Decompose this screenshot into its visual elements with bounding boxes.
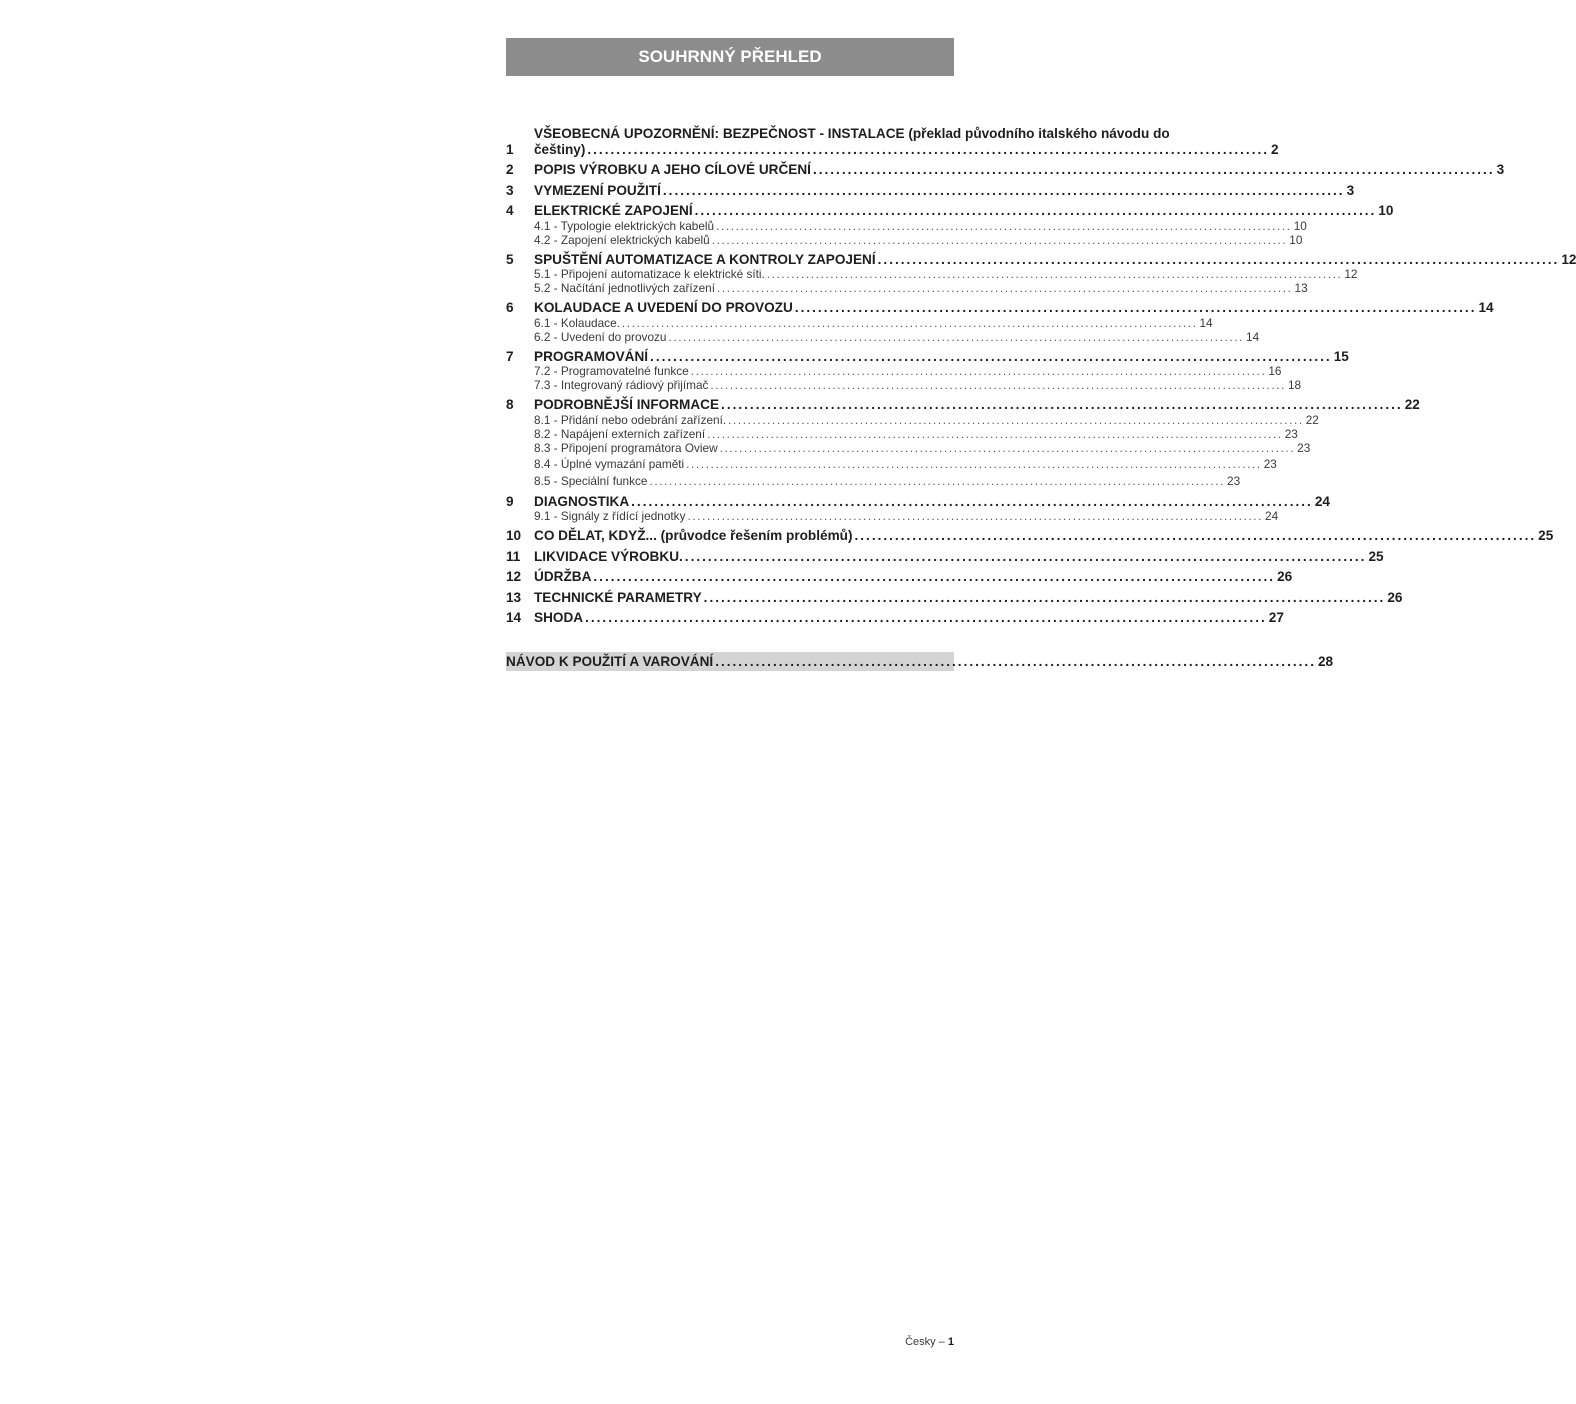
- chapter-page: 26: [1387, 589, 1403, 605]
- leader-dots: ......................................................................................................................: [593, 569, 1276, 584]
- chapter-title: ELEKTRICKÉ ZAPOJENÍ: [534, 203, 693, 218]
- toc-entry[interactable]: [506, 203, 1394, 219]
- toc-chapter: [506, 528, 1554, 544]
- toc-entry[interactable]: [506, 300, 1494, 316]
- chapter-page: 14: [1478, 300, 1494, 315]
- leader-dots: ......................................................................................................................: [662, 182, 1345, 198]
- toc-chapter: [506, 548, 1384, 565]
- leader-dots: ......................................................................................................................: [686, 456, 1262, 471]
- footer-language: Česky –: [905, 1336, 945, 1348]
- toc-chapter: [506, 348, 1349, 393]
- leader-dots: ......................................................................................................................: [716, 218, 1292, 233]
- chapter-page: 3: [1346, 182, 1355, 198]
- chapter-title: PROGRAMOVÁNÍ: [534, 348, 649, 364]
- toc-entry[interactable]: [506, 182, 1355, 199]
- subentry-title: 8.2 - Napájení externích zařízení: [534, 426, 706, 441]
- table-of-contents: [506, 126, 1576, 631]
- chapter-page: 2: [1271, 141, 1279, 157]
- toc-title: SOUHRNNÝ PŘEHLED: [638, 47, 822, 66]
- leader-dots: ......................................................................................................................: [711, 232, 1288, 247]
- toc-subentry[interactable]: [534, 364, 1282, 378]
- toc-subentry[interactable]: [534, 456, 1277, 472]
- leader-dots: ......................................................................................................................: [649, 473, 1226, 488]
- toc-subentry[interactable]: [534, 426, 1298, 441]
- subentry-page: 10: [1289, 232, 1303, 247]
- toc-subentry[interactable]: [534, 473, 1241, 489]
- toc-header: [506, 38, 954, 76]
- chapter-number: 14: [506, 610, 522, 625]
- toc-entry[interactable]: [506, 493, 1330, 510]
- toc-entry[interactable]: [506, 548, 1384, 565]
- subentry-page: 23: [1263, 456, 1277, 471]
- toc-entry[interactable]: [506, 528, 1554, 544]
- subentry-title: 8.3 - Připojení programátora Oview: [534, 440, 718, 455]
- toc-subentry[interactable]: [534, 315, 1213, 330]
- chapter-title: LIKVIDACE VÝROBKU.: [534, 548, 683, 564]
- subentry-page: 16: [1268, 364, 1282, 378]
- leader-dots: ......................................................................................................................: [694, 203, 1377, 218]
- chapter-title: PODROBNĚJŠÍ INFORMACE: [534, 397, 720, 412]
- chapter-page: 3: [1496, 162, 1505, 177]
- chapter-number: 7: [506, 348, 514, 364]
- chapter-page: 22: [1404, 397, 1420, 412]
- leader-dots: ......................................................................................................................: [728, 412, 1304, 427]
- subentry-page: 18: [1287, 378, 1302, 392]
- toc-subentry[interactable]: [534, 440, 1311, 455]
- chapter-page: 10: [1378, 203, 1394, 218]
- chapter-number: 3: [506, 182, 514, 198]
- chapter-title: SPUŠTĚNÍ AUTOMATIZACE A KONTROLY ZAPOJENÍ: [534, 251, 876, 267]
- chapter-page: 25: [1538, 528, 1554, 543]
- chapter-page: 12: [1561, 251, 1576, 267]
- leader-dots: ......................................................................................................................: [690, 364, 1267, 378]
- subentry-title: 8.1 - Přidání nebo odebrání zařízení.: [534, 412, 727, 427]
- toc-chapter: [506, 493, 1330, 524]
- leader-dots: ......................................................................................................................: [877, 251, 1560, 267]
- subentry-page: 13: [1294, 281, 1308, 295]
- chapter-page: 25: [1368, 548, 1384, 564]
- chapter-number: 10: [506, 528, 522, 543]
- chapter-title: VYMEZENÍ POUŽITÍ: [534, 182, 661, 198]
- chapter-number: 4: [506, 203, 514, 218]
- subentry-title: 8.4 - Úplné vymazání paměti: [534, 456, 685, 471]
- subentry-page: 23: [1297, 440, 1311, 455]
- subentry-title: 5.2 - Načítání jednotlivých zařízení: [534, 281, 715, 295]
- leader-dots: ......................................................................................................................: [703, 589, 1386, 605]
- toc-chapter: [506, 610, 1284, 626]
- subentry-title: 5.1 - Připojení automatizace k elektrické síti.: [534, 267, 765, 281]
- leader-dots: ......................................................................................................................: [794, 300, 1477, 315]
- leader-dots: ......................................................................................................................: [668, 329, 1245, 344]
- subentry-title: 7.3 - Integrovaný rádiový přijímač: [534, 378, 709, 392]
- chapter-title: ÚDRŽBA: [534, 569, 592, 584]
- chapter-title-part: VŠEOBECNÁ UPOZORNĚNÍ: BEZPEČNOST - INSTALACE (překlad původního italského návodu do: [534, 126, 1170, 141]
- toc-subentry[interactable]: [534, 378, 1302, 392]
- toc-chapter: [506, 203, 1394, 247]
- toc-chapter: [506, 126, 1279, 157]
- subentry-page: 14: [1246, 329, 1260, 344]
- chapter-number: 11: [506, 548, 521, 564]
- chapter-page: 15: [1333, 348, 1349, 364]
- subentry-title: 4.2 - Zapojení elektrických kabelů: [534, 232, 710, 247]
- subentry-page: 23: [1284, 426, 1298, 441]
- leader-dots: ......................................................................................................................: [621, 315, 1198, 330]
- chapter-number: 6: [506, 300, 514, 315]
- toc-subentry[interactable]: [534, 281, 1308, 295]
- subentry-title: 6.2 - Uvedení do provozu: [534, 329, 667, 344]
- toc-entry[interactable]: [506, 348, 1349, 365]
- chapter-title: češtiny): [534, 141, 586, 157]
- toc-chapter: [506, 589, 1403, 606]
- page-footer: [905, 1336, 954, 1348]
- final-entry-page: 28: [1317, 654, 1334, 669]
- toc-subentry[interactable]: [534, 267, 1358, 281]
- leader-dots: ......................................................................................................................: [631, 493, 1313, 509]
- leader-dots: ......................................................................................................................: [719, 440, 1296, 455]
- toc-subentry[interactable]: [534, 232, 1303, 247]
- chapter-number: 1: [506, 141, 514, 157]
- leader-dots: ......................................................................................................................: [721, 397, 1403, 412]
- subentry-page: 10: [1293, 218, 1307, 233]
- leader-dots: ......................................................................................................................: [812, 162, 1495, 177]
- subentry-page: 12: [1344, 267, 1358, 281]
- chapter-title: TECHNICKÉ PARAMETRY: [534, 589, 702, 605]
- toc-entry[interactable]: [506, 397, 1420, 413]
- chapter-title: SHODA: [534, 610, 584, 625]
- subentry-page: 22: [1305, 412, 1319, 427]
- footer-page-number: 1: [947, 1336, 954, 1348]
- subentry-title: 7.2 - Programovatelné funkce: [534, 364, 689, 378]
- leader-dots: ......................................................................................................................: [766, 267, 1343, 281]
- chapter-page: 24: [1314, 493, 1330, 509]
- leader-dots: ......................................................................................................................: [684, 548, 1367, 564]
- chapter-number: 9: [506, 493, 514, 509]
- toc-chapter: [506, 162, 1505, 178]
- chapter-number: 2: [506, 162, 514, 177]
- toc-subentry[interactable]: [534, 218, 1307, 233]
- toc-subentry[interactable]: [534, 509, 1279, 523]
- subentry-title: 9.1 - Signály z řídící jednotky: [534, 509, 686, 523]
- chapter-number: 12: [506, 569, 522, 584]
- leader-dots: ......................................................................................................................: [587, 141, 1270, 157]
- leader-dots: ........................................................................................................: [715, 654, 1316, 669]
- toc-subentry[interactable]: [534, 329, 1260, 344]
- subentry-page: 24: [1265, 509, 1279, 523]
- chapter-number: 5: [506, 251, 514, 267]
- subentry-title: 4.1 - Typologie elektrických kabelů: [534, 218, 715, 233]
- leader-dots: ......................................................................................................................: [707, 426, 1283, 441]
- final-entry-title: NÁVOD K POUŽITÍ A VAROVÁNÍ: [506, 654, 714, 669]
- chapter-title: DIAGNOSTIKA: [534, 493, 630, 509]
- chapter-number: 13: [506, 589, 522, 605]
- toc-chapter: [506, 182, 1355, 199]
- leader-dots: ......................................................................................................................: [687, 509, 1264, 523]
- toc-subentry[interactable]: [534, 412, 1319, 427]
- leader-dots: ......................................................................................................................: [710, 378, 1286, 392]
- chapter-title: KOLAUDACE A UVEDENÍ DO PROVOZU: [534, 300, 793, 315]
- subentry-title: 8.5 - Speciální funkce: [534, 473, 648, 488]
- toc-final-entry[interactable]: [506, 652, 1334, 671]
- toc-chapter: [506, 569, 1293, 585]
- chapter-page: 27: [1268, 610, 1284, 625]
- toc-entry[interactable]: [506, 569, 1293, 585]
- toc-chapter: [506, 251, 1576, 296]
- leader-dots: ......................................................................................................................: [585, 610, 1267, 625]
- leader-dots: ......................................................................................................................: [650, 348, 1332, 364]
- subentry-page: 14: [1199, 315, 1213, 330]
- chapter-title: POPIS VÝROBKU A JEHO CÍLOVÉ URČENÍ: [534, 162, 811, 177]
- subentry-title: 6.1 - Kolaudace.: [534, 315, 620, 330]
- chapter-title: CO DĚLAT, KDYŽ... (průvodce řešením problémů): [534, 528, 853, 543]
- toc-chapter: [506, 300, 1494, 344]
- chapter-number: 8: [506, 397, 514, 412]
- leader-dots: ......................................................................................................................: [854, 528, 1537, 543]
- subentry-page: 23: [1227, 473, 1241, 488]
- leader-dots: ......................................................................................................................: [716, 281, 1293, 295]
- toc-entry[interactable]: [506, 251, 1576, 268]
- toc-entry[interactable]: [506, 126, 1279, 157]
- toc-chapter: [506, 397, 1420, 489]
- chapter-page: 26: [1277, 569, 1293, 584]
- toc-entry[interactable]: [506, 162, 1505, 178]
- toc-entry[interactable]: [506, 610, 1284, 626]
- toc-entry[interactable]: [506, 589, 1403, 606]
